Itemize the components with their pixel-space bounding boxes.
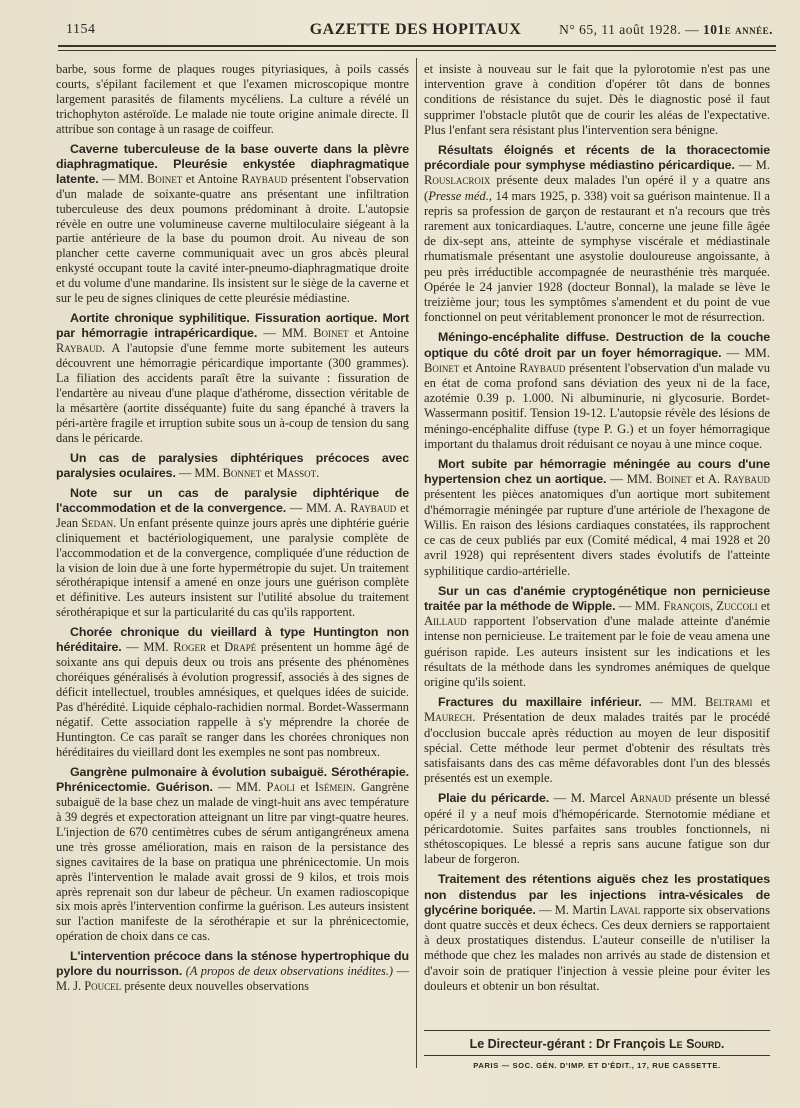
article-body: . Un enfant présente quinze jours après une diphtérie guérie cliniquement et bactériologiquement, une paralysie complète de l'accommodation et de la convergence, compliquée d'une réduction de la vision de loin due à une forte hypermétropie du sujet. Un traitement sérothérapique intensif a amené en onze jours une guérison complète et définitive. Les auteurs insistent sur l'utilité absolue du traitement sérothérapique et sur la particularité du cas qu'ils rapportent.	[56, 515, 409, 620]
citation: Presse méd.	[428, 188, 489, 203]
article-title: Un cas de paralysies diphtériques précoces avec paralysies oculaires.	[56, 450, 409, 480]
author-name: Zuccoli	[716, 598, 758, 613]
author-name: Boinet	[656, 472, 692, 487]
article-retentions-aigues	[424, 872, 770, 994]
authors-joiner: et	[205, 640, 225, 655]
issue-info	[559, 22, 773, 38]
article-end: .	[316, 465, 320, 480]
author-name: Raybaud	[241, 171, 288, 186]
article-body: , 14 mars 1925, p. 338) voit sa guérison maintenue. Il a repris sa profession de garçon de restaurant et n'a recours que très rarement aux tonicardiaques. L'autre, concerne une jeune fille âgée de dix-sept ans, atteinte de symphyse viscérale et médiastinale rhumatismale présentant une asystolie douloureuse angoissante, à peu près irréductible accompagnée de neurasthénie très marquée. Opérée le 24 janvier 1928 (docteur Bonnal), la malade se lève le treizième jour; tous les symptômes s'amendent et du point de vue fonctionnel on peut véritablement prononcer le mot de résurrection.	[424, 188, 770, 325]
authors-joiner: et	[261, 465, 277, 480]
authors-prefix: — MM.	[98, 171, 148, 186]
director-label: Le Directeur-gérant : Dr François	[469, 1037, 669, 1051]
authors-joiner: et	[294, 779, 315, 794]
author-name: François	[663, 598, 710, 613]
header-rule-thick	[58, 45, 776, 47]
authors-joiner: et Antoine	[348, 326, 410, 341]
director-end: .	[720, 1037, 725, 1051]
article-paralysie-accommodation	[56, 486, 409, 621]
authors-prefix: — MM.	[212, 779, 267, 794]
article-thoracectomie	[424, 143, 770, 325]
issue-date: N° 65, 11 août 1928. —	[559, 22, 703, 37]
author-name: Roger	[173, 640, 206, 655]
authors-joiner: et A.	[691, 472, 724, 487]
article-title: Note sur un cas de paralysie diphtérique de l'accommodation et de la convergence.	[56, 485, 409, 515]
article-body: rapporte six observations dont quatre succès et deux échecs. Ces deux derniers se rapportaient à deux prostatiques distendus. L'auteur conseille de n'utiliser la méthode que chez les malades non arrivés au stade de distension et d'avoir soin de pratiquer l'injection à vessie pleine pour éviter les douleurs et obtenir un bon résultat.	[424, 902, 771, 993]
article-title: Résultats éloignés et récents de la thoracectomie précordiale pour symphyse médiastino péricardique.	[424, 143, 770, 173]
author-name: Beltrami	[704, 695, 753, 710]
authors-prefix: — MM.	[257, 326, 314, 341]
author-name: Sedan	[81, 515, 114, 530]
left-column	[56, 62, 409, 999]
author-name: Raybaud	[56, 341, 102, 356]
article-body: . A l'autopsie d'une femme morte subitement les auteurs découvrent une hémorragie péricardique importante (300 grammes). La filiation des accidents paraît être la suivante : fissuration de l'endartère au niveau d'une plaque d'athérome, dissection véritable de la mésartère (aortite disséquante) fuite du sang épanché à travers la péri-artère fragile et irruption subite sous un à-coup de tension du sang dans le péricarde.	[56, 341, 409, 445]
article-title: Sur un cas d'anémie cryptogénétique non pernicieuse traitée par la méthode de Wipple.	[424, 583, 770, 613]
author-name: Poucel	[84, 979, 122, 994]
article-title: Gangrène pulmonaire à évolution subaiguë. Sérothérapie. Phrénicectomie. Guérison.	[56, 764, 409, 794]
article-body: présentent l'observation d'un malade de soixante-quatre ans présentant une infiltration tuberculeuse des deux poumons prédominant à droite. L'autopsie révèle en outre une volumineuse caverne multiloculaire siégeant à la partie antérieure de la base du poumon droit. Au niveau de son plancher cette caverne communiquait avec un gros abcès pleural enkysté occupant toute la cavité inter-pneumo-diaphragmatique droite et du volume d'une mandarine. Ils insistent sur le siège de la caverne et sur le peu de signes cliniques de cette pleurésie médiastine.	[56, 171, 409, 306]
authors-prefix: — M.	[734, 158, 770, 173]
author-name: Laval	[609, 902, 641, 917]
article-choree-chronique	[56, 625, 409, 760]
article-caverne-tuberculeuse	[56, 142, 409, 306]
author-name: Rouslacroix	[424, 173, 491, 188]
article-paralysies-diphteriques	[56, 451, 409, 481]
authors-prefix: — MM.	[175, 465, 223, 480]
article-body: présentent les pièces anatomiques d'un aortique mort subitement d'hémorragie méningée par rupture d'une artériole de l'hexagone de Willis. En raison des lésions cardiaques constatées, ils rapprochent ce cas de ceux publiés par eux (Comité médical, 4 mai 1928 et 20 avril 1928) qui représentent divers stades évolutifs de l'atteinte syphilitique cardio-artérielle.	[424, 487, 770, 578]
author-name: Bonnet	[222, 465, 262, 480]
authors-prefix: — MM.	[721, 345, 770, 360]
author-name: Raybaud	[723, 472, 770, 487]
paragraph-continued: barbe, sous forme de plaques rouges pityriasiques, à poils cassés courts, s'épilant facilement et que l'examen microscopique montre largement parasités de filaments mycéliens. La culture a révélé un trichophyton astéroïde. Le malade nie toute origine animale directe. Il attribue son contage à un rasage de coiffeur.	[56, 62, 409, 136]
authors-joiner: et	[757, 598, 770, 613]
article-body: . Gangrène subaiguë de la base chez un malade de vingt-huit ans avec température à 39 degrés et expectoration atteignant un litre par vingt-quatre heures. L'injection de 670 centimètres cubes de sérum antigangréneux amena une très grosse amélioration, mais en raison de la persistance des signes cavitaires de la base on pratiqua une phrénicectomie. Un mois après l'intervention le malade avait grossi de 9 kilos, et trois mois après reprenait son dur labeur de pêcheur. Un examen radioscopique six mois après l'intervention confirme la guérison. Les auteurs insistent sur l'action manifeste de la sérothérapie et sur la phrénicectomie, opération de choix dans ce cas.	[56, 779, 409, 944]
footer-rule-top	[424, 1030, 770, 1031]
page-number: 1154	[66, 22, 96, 37]
author-name: Boinet	[424, 360, 460, 375]
column-divider	[416, 58, 417, 1068]
author-name: Boinet	[313, 326, 349, 341]
authors-prefix: — MM. A.	[286, 500, 351, 515]
authors-prefix: — M. Martin	[535, 902, 610, 917]
header-rule-thin	[58, 50, 776, 51]
director-name: Le Sourd	[668, 1037, 721, 1051]
article-body: . Présentation de deux malades traités par le procédé d'occlusion buccale après réduction au moyen de leur dispositif spécial. Cette méthode leur permet d'obtenir des résultats très satisfaisants dans des cas même défavorables dont l'un des blessés présentés est un exemple.	[424, 710, 770, 786]
article-fractures-maxillaire	[424, 695, 770, 786]
authors-joiner: ,	[709, 598, 717, 613]
article-subtitle: (A propos de deux observations inédites.)	[182, 964, 394, 979]
author-name: Raybaud	[350, 500, 397, 515]
article-title: Mort subite par hémorragie méningée au cours d'une hypertension chez un aortique.	[424, 457, 770, 487]
article-meningo-encephalite	[424, 330, 770, 452]
author-name: Paoli	[266, 779, 295, 794]
article-title: Caverne tuberculeuse de la base ouverte dans la plèvre diaphragmatique. Pleurésie enkystée diaphragmatique latente.	[56, 141, 409, 186]
article-title: Aortite chronique syphilitique. Fissuration aortique. Mort par hémorragie intrapéricardique.	[56, 311, 409, 341]
authors-prefix: — M. J.	[56, 964, 409, 994]
right-column	[424, 62, 770, 999]
director-line	[424, 1037, 770, 1051]
authors-joiner: et Antoine	[182, 171, 242, 186]
printer-imprint: PARIS — SOC. GÉN. D'IMP. ET D'ÉDIT., 17, RUE CASSETTE.	[473, 1061, 721, 1070]
article-body: présentent l'observation d'un malade vu en état de coma profond sans déviation des yeux ni de la face, azotémie 0.39 p. 1.000. Ni albuminurie, ni glycosurie. Bordet-Wassermann positif. Tension 19-12. L'autopsie révèle des lésions de méningo-encéphalite diffuse (type P. G.) et un foyer hémorragique important du thalamus droit réduisant ce noyau à une mince coque.	[424, 360, 770, 451]
authors-prefix: — MM.	[641, 695, 705, 710]
article-stenose-pylore	[56, 949, 409, 994]
article-plaie-pericarde	[424, 791, 770, 867]
author-name: Aillaud	[424, 614, 467, 629]
footer-rule-bottom	[424, 1055, 770, 1056]
article-body: présentent un homme âgé de soixante ans qui depuis deux ou trois ans présente des phénomènes choréiques généralisés à évolution progressif, associés à des signes de déficit intellectuel, troubles amnésiques, et quelques idées de suicide. Pas d'hérédité. Liquide céphalo-rachidien normal. Bordet-Wassermann négatif. Cette association rappelle à s'y méprendre la chorée de Huntington. Ce cas paraît se ranger dans les chorées chroniques non héréditaires du vieillard dont les exemples ne sont pas nombreux.	[56, 640, 410, 759]
author-name: Maurech	[424, 710, 473, 725]
article-aortite-chronique	[56, 311, 409, 446]
author-name: Drapé	[224, 640, 257, 655]
paragraph-continued: et insiste à nouveau sur le fait que la pylorotomie n'est pas une intervention grave à condition d'opérer tôt dans de bonnes conditions de résistance du sujet. Dès le diagnostic posé il faut supprimer l'obstacle plutôt que de courir les aléas de l'expectative. Plus l'enfant sera résistant plus l'intervention sera bénigne.	[424, 62, 770, 137]
article-gangrene-pulmonaire	[56, 765, 409, 944]
article-title: Plaie du péricarde.	[438, 791, 550, 806]
authors-prefix: — MM.	[615, 598, 664, 613]
authors-prefix: — MM.	[121, 640, 174, 655]
article-anemie-cryptogenetique	[424, 584, 770, 690]
author-name: Boinet	[147, 171, 183, 186]
author-name: Massot	[276, 465, 317, 480]
issue-year: 101e année.	[702, 22, 773, 37]
authors-prefix: — M. Marcel	[549, 791, 630, 806]
authors-prefix: — MM.	[606, 472, 657, 487]
author-name: Arnaud	[629, 791, 672, 806]
authors-joiner: et Jean	[56, 500, 409, 530]
article-body: présente deux malades l'un opéré il y a quatre ans (	[424, 173, 770, 203]
article-title: Fractures du maxillaire inférieur.	[438, 695, 642, 710]
author-name: Isémein	[314, 779, 353, 794]
article-title: Traitement des rétentions aiguës chez les prostatiques non distendus par les injections intra-vésicales de glycérine boriquée.	[424, 872, 770, 917]
authors-joiner: et	[752, 695, 770, 710]
article-body: rapportent l'observation d'une malade atteinte d'anémie intense non pernicieuse. Le traitement par le foie de veau amena une guérison rapide. Les auteurs insistent sur les indications et les résultats de la méthode dans les syndromes anémiques de quelque origine qu'ils soient.	[424, 614, 770, 689]
article-title: Méningo-encéphalite diffuse. Destruction de la couche optique du côté droit par un foyer hémorragique.	[424, 330, 770, 360]
article-mort-subite	[424, 457, 770, 579]
article-title: L'intervention précoce dans la sténose hypertrophique du pylore du nourrisson.	[56, 949, 409, 979]
journal-title: GAZETTE DES HOPITAUX	[309, 21, 522, 38]
article-body: présente deux nouvelles observations	[121, 979, 309, 994]
article-title: Chorée chronique du vieillard à type Huntington non héréditaire.	[56, 625, 409, 655]
authors-joiner: et Antoine	[459, 360, 520, 375]
page-header	[58, 20, 773, 42]
author-name: Raybaud	[519, 360, 566, 375]
article-body: présente un blessé opéré il y a neuf mois d'hémopéricarde. Sternotomie médiane et péricardotomie. Suites parfaites sans troubles fonctionnels, ni sthétoscopiques. Le blessé a repris sans aucune fatigue son dur labeur de forgeron.	[424, 791, 770, 867]
